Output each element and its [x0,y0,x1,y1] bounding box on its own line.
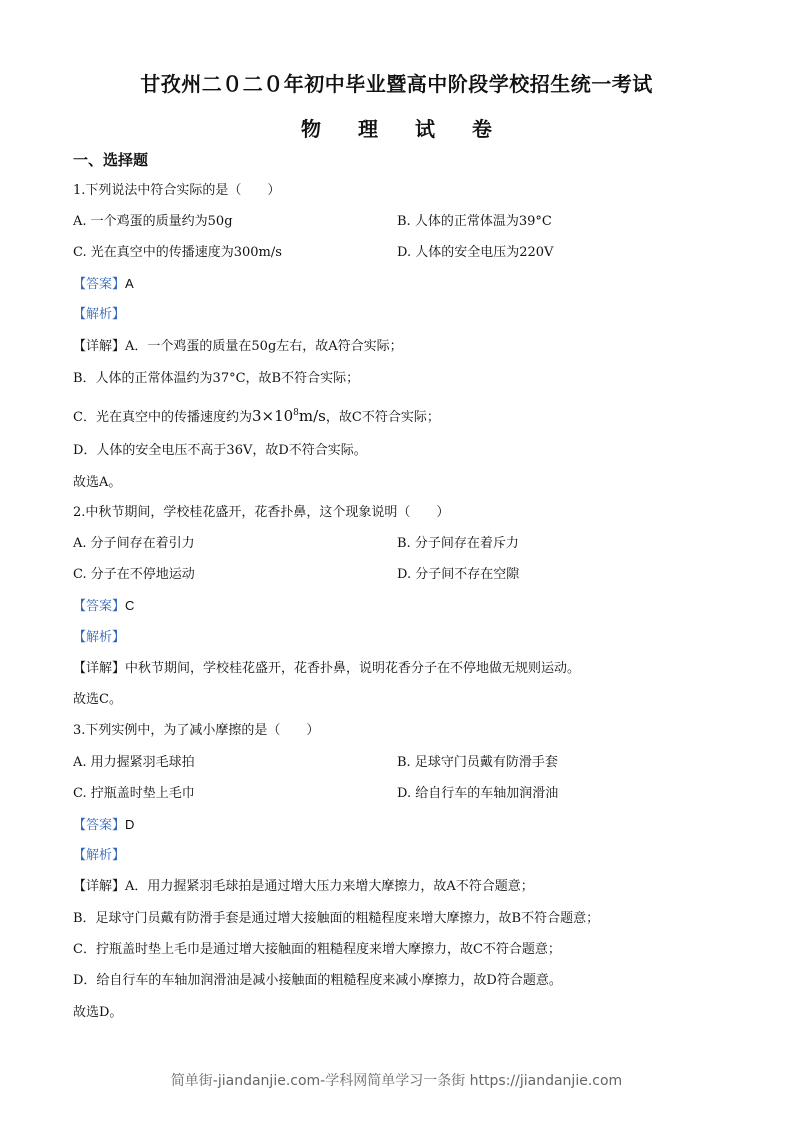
formula-exponent: 8 [293,408,299,418]
q2-conclusion: 故选C。 [73,692,122,707]
q1-detail-1 [73,338,403,356]
detail-label: 【详解】 [73,879,126,894]
q2-option-d: D. 分子间不存在空隙 [397,567,520,582]
q1-option-d: D. 人体的安全电压为220V [397,245,554,260]
q3-answer [73,816,134,835]
q2-detail-1 [73,660,580,678]
detail-text: ，故C不符合实际； [325,410,440,425]
exam-subtitle: 物 理 试 卷 [301,117,492,141]
q1-detail-3 [73,404,440,427]
q3-option-c: C. 拧瓶盖时垫上毛巾 [73,786,195,801]
q1-option-b: B. 人体的正常体温为39°C [397,214,552,229]
detail-text: A．用力握紧羽毛球拍是通过增大压力来增大摩擦力，故A不符合题意； [125,879,534,894]
answer-value: C [125,598,135,613]
q3-detail-2: B．足球守门员戴有防滑手套是通过增大接触面的粗糙程度来增大摩擦力，故B不符合题意； [73,911,600,926]
q3-analysis-label: 【解析】 [73,848,126,863]
q1-analysis-label: 【解析】 [73,307,126,322]
answer-label: 【答案】 [73,599,126,614]
q3-conclusion: 故选D。 [73,1005,123,1020]
formula-unit: m/s [298,407,326,425]
answer-label: 【答案】 [73,818,126,833]
detail-label: 【详解】 [73,339,126,354]
detail-text: 中秋节期间，学校桂花盛开，花香扑鼻，说明花香分子在不停地做无规则运动。 [125,661,581,676]
q2-option-a: A. 分子间存在着引力 [73,536,195,551]
q3-option-b: B. 足球守门员戴有防滑手套 [397,755,558,770]
q1-stem: 1.下列说法中符合实际的是（ ） [73,183,281,198]
q2-option-c: C. 分子在不停地运动 [73,567,195,582]
detail-label: 【详解】 [73,661,126,676]
q1-detail-4: D．人体的安全电压不高于36V，故D不符合实际。 [73,443,367,458]
formula-base: 3×10 [251,407,294,425]
answer-value: A [125,276,134,291]
detail-text: C．光在真空中的传播速度约为 [73,410,252,425]
q2-stem: 2.中秋节期间，学校桂花盛开，花香扑鼻，这个现象说明（ ） [73,505,450,520]
q1-answer [73,275,134,294]
q3-detail-3: C．拧瓶盖时垫上毛巾是通过增大接触面的粗糙程度来增大摩擦力，故C不符合题意； [73,942,561,957]
answer-value: D [125,817,135,832]
q3-detail-1 [73,878,534,896]
q1-option-a: A. 一个鸡蛋的质量约为50g [73,214,233,229]
q3-option-a: A. 用力握紧羽毛球拍 [73,755,195,770]
page-footer: 简单街-jiandanjie.com-学科网简单学习一条街 https://jiandanjie.com [170,1073,623,1089]
q3-option-d: D. 给自行车的车轴加润滑油 [397,786,559,801]
q1-option-c: C. 光在真空中的传播速度为300m/s [73,245,282,260]
section-heading: 一、选择题 [73,151,149,169]
q2-option-b: B. 分子间存在着斥力 [397,536,519,551]
q3-detail-4: D．给自行车的车轴加润滑油是减小接触面的粗糙程度来减小摩擦力，故D符合题意。 [73,973,562,988]
detail-text: A．一个鸡蛋的质量在50g左右，故A符合实际； [125,339,403,354]
q2-answer [73,597,134,616]
answer-label: 【答案】 [73,277,126,292]
q2-analysis-label: 【解析】 [73,630,126,645]
q1-detail-2: B．人体的正常体温约为37°C，故B不符合实际； [73,371,360,386]
exam-title: 甘孜州二０二０年初中毕业暨高中阶段学校招生统一考试 [140,72,653,96]
q1-conclusion: 故选A。 [73,475,122,490]
q3-stem: 3.下列实例中，为了减小摩擦的是（ ） [73,723,320,738]
